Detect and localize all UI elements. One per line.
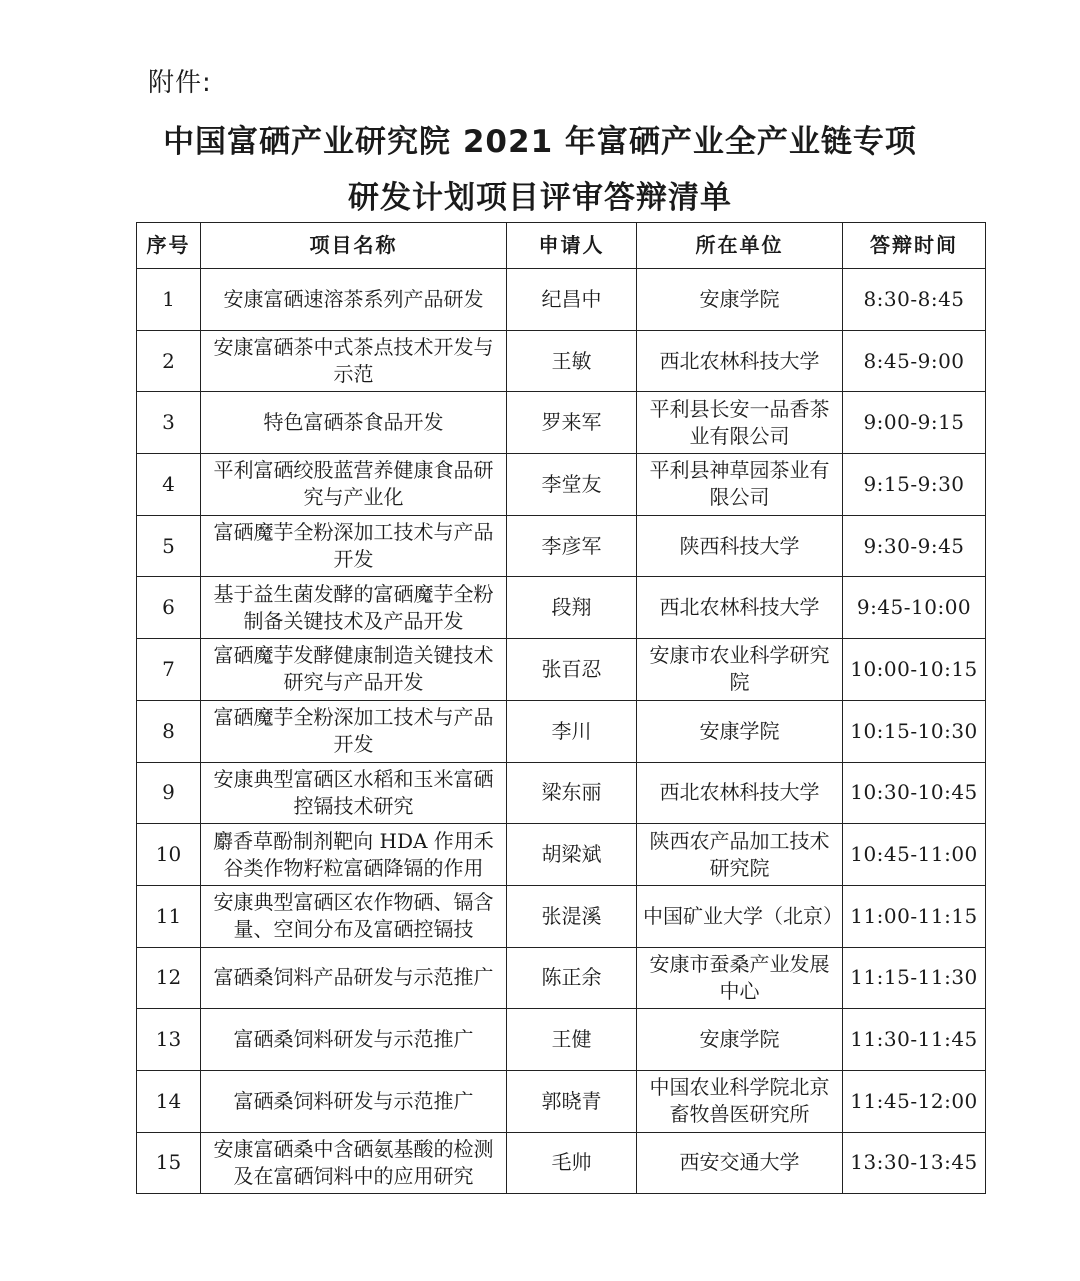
table-row bbox=[137, 947, 986, 1009]
defense-time-cell: 13:30-13:45 bbox=[843, 1132, 986, 1194]
column-header-applicant: 申请人 bbox=[507, 223, 637, 269]
applicant-cell: 王健 bbox=[507, 1009, 637, 1071]
table-row bbox=[137, 762, 986, 824]
unit-cell: 平利县长安一品香茶业有限公司 bbox=[637, 392, 843, 454]
unit-cell: 中国矿业大学（北京） bbox=[637, 885, 843, 947]
row-number-cell: 9 bbox=[137, 762, 201, 824]
row-number-cell: 4 bbox=[137, 454, 201, 516]
project-name-cell: 基于益生菌发酵的富硒魔芋全粉制备关键技术及产品开发 bbox=[201, 577, 507, 639]
unit-cell: 西北农林科技大学 bbox=[637, 577, 843, 639]
project-name-cell: 安康典型富硒区水稻和玉米富硒控镉技术研究 bbox=[201, 762, 507, 824]
defense-time-cell: 10:00-10:15 bbox=[843, 639, 986, 701]
defense-time-cell: 11:00-11:15 bbox=[843, 885, 986, 947]
unit-cell: 西安交通大学 bbox=[637, 1132, 843, 1194]
table-body bbox=[137, 269, 986, 1194]
project-name-cell: 富硒魔芋全粉深加工技术与产品开发 bbox=[201, 515, 507, 577]
project-name-cell: 平利富硒绞股蓝营养健康食品研究与产业化 bbox=[201, 454, 507, 516]
applicant-cell: 张百忍 bbox=[507, 639, 637, 701]
applicant-cell: 郭晓青 bbox=[507, 1070, 637, 1132]
row-number-cell: 1 bbox=[137, 269, 201, 331]
row-number-cell: 14 bbox=[137, 1070, 201, 1132]
defense-time-cell: 9:45-10:00 bbox=[843, 577, 986, 639]
column-header-unit: 所在单位 bbox=[637, 223, 843, 269]
column-header-no: 序号 bbox=[137, 223, 201, 269]
row-number-cell: 12 bbox=[137, 947, 201, 1009]
unit-cell: 安康学院 bbox=[637, 269, 843, 331]
defense-time-cell: 10:30-10:45 bbox=[843, 762, 986, 824]
table-row bbox=[137, 577, 986, 639]
unit-cell: 安康学院 bbox=[637, 700, 843, 762]
project-name-cell: 特色富硒茶食品开发 bbox=[201, 392, 507, 454]
project-name-cell: 安康富硒速溶茶系列产品研发 bbox=[201, 269, 507, 331]
table-row bbox=[137, 824, 986, 886]
defense-time-cell: 10:15-10:30 bbox=[843, 700, 986, 762]
defense-time-cell: 9:00-9:15 bbox=[843, 392, 986, 454]
project-name-cell: 安康富硒桑中含硒氨基酸的检测及在富硒饲料中的应用研究 bbox=[201, 1132, 507, 1194]
column-header-name: 项目名称 bbox=[201, 223, 507, 269]
defense-time-cell: 8:30-8:45 bbox=[843, 269, 986, 331]
unit-cell: 陕西农产品加工技术研究院 bbox=[637, 824, 843, 886]
row-number-cell: 11 bbox=[137, 885, 201, 947]
column-header-time: 答辩时间 bbox=[843, 223, 986, 269]
applicant-cell: 胡梁斌 bbox=[507, 824, 637, 886]
table-row bbox=[137, 454, 986, 516]
applicant-cell: 段翔 bbox=[507, 577, 637, 639]
project-name-cell: 安康典型富硒区农作物硒、镉含量、空间分布及富硒控镉技 bbox=[201, 885, 507, 947]
document-title-line1: 中国富硒产业研究院 2021 年富硒产业全产业链专项 bbox=[163, 124, 917, 160]
project-name-cell: 富硒桑饲料产品研发与示范推广 bbox=[201, 947, 507, 1009]
unit-cell: 西北农林科技大学 bbox=[637, 330, 843, 392]
project-name-cell: 麝香草酚制剂靶向 HDA 作用禾谷类作物籽粒富硒降镉的作用 bbox=[201, 824, 507, 886]
table-row bbox=[137, 1070, 986, 1132]
applicant-cell: 李彦军 bbox=[507, 515, 637, 577]
row-number-cell: 8 bbox=[137, 700, 201, 762]
applicant-cell: 陈正余 bbox=[507, 947, 637, 1009]
table-row bbox=[137, 1132, 986, 1194]
row-number-cell: 6 bbox=[137, 577, 201, 639]
unit-cell: 安康市蚕桑产业发展中心 bbox=[637, 947, 843, 1009]
row-number-cell: 2 bbox=[137, 330, 201, 392]
project-name-cell: 富硒魔芋发酵健康制造关键技术研究与产品开发 bbox=[201, 639, 507, 701]
unit-cell: 中国农业科学院北京畜牧兽医研究所 bbox=[637, 1070, 843, 1132]
unit-cell: 安康学院 bbox=[637, 1009, 843, 1071]
defense-time-cell: 10:45-11:00 bbox=[843, 824, 986, 886]
applicant-cell: 纪昌中 bbox=[507, 269, 637, 331]
table-row bbox=[137, 700, 986, 762]
defense-time-cell: 11:45-12:00 bbox=[843, 1070, 986, 1132]
applicant-cell: 毛帅 bbox=[507, 1132, 637, 1194]
table-row bbox=[137, 330, 986, 392]
attachment-label: 附件: bbox=[148, 68, 212, 98]
defense-time-cell: 11:30-11:45 bbox=[843, 1009, 986, 1071]
table-row bbox=[137, 1009, 986, 1071]
table-row bbox=[137, 515, 986, 577]
table-header-row bbox=[137, 223, 986, 269]
review-schedule-table bbox=[136, 222, 986, 1194]
defense-time-cell: 9:30-9:45 bbox=[843, 515, 986, 577]
unit-cell: 陕西科技大学 bbox=[637, 515, 843, 577]
row-number-cell: 5 bbox=[137, 515, 201, 577]
project-name-cell: 富硒魔芋全粉深加工技术与产品开发 bbox=[201, 700, 507, 762]
row-number-cell: 13 bbox=[137, 1009, 201, 1071]
table-row bbox=[137, 392, 986, 454]
table-row bbox=[137, 269, 986, 331]
unit-cell: 平利县神草园茶业有限公司 bbox=[637, 454, 843, 516]
row-number-cell: 3 bbox=[137, 392, 201, 454]
applicant-cell: 王敏 bbox=[507, 330, 637, 392]
project-name-cell: 富硒桑饲料研发与示范推广 bbox=[201, 1009, 507, 1071]
unit-cell: 安康市农业科学研究院 bbox=[637, 639, 843, 701]
project-name-cell: 富硒桑饲料研发与示范推广 bbox=[201, 1070, 507, 1132]
applicant-cell: 梁东丽 bbox=[507, 762, 637, 824]
applicant-cell: 张湜溪 bbox=[507, 885, 637, 947]
table-row bbox=[137, 639, 986, 701]
applicant-cell: 李堂友 bbox=[507, 454, 637, 516]
defense-time-cell: 11:15-11:30 bbox=[843, 947, 986, 1009]
project-name-cell: 安康富硒茶中式茶点技术开发与示范 bbox=[201, 330, 507, 392]
applicant-cell: 李川 bbox=[507, 700, 637, 762]
applicant-cell: 罗来军 bbox=[507, 392, 637, 454]
table-row bbox=[137, 885, 986, 947]
unit-cell: 西北农林科技大学 bbox=[637, 762, 843, 824]
defense-time-cell: 9:15-9:30 bbox=[843, 454, 986, 516]
document-title-line2: 研发计划项目评审答辩清单 bbox=[348, 180, 732, 216]
row-number-cell: 15 bbox=[137, 1132, 201, 1194]
row-number-cell: 10 bbox=[137, 824, 201, 886]
row-number-cell: 7 bbox=[137, 639, 201, 701]
defense-time-cell: 8:45-9:00 bbox=[843, 330, 986, 392]
